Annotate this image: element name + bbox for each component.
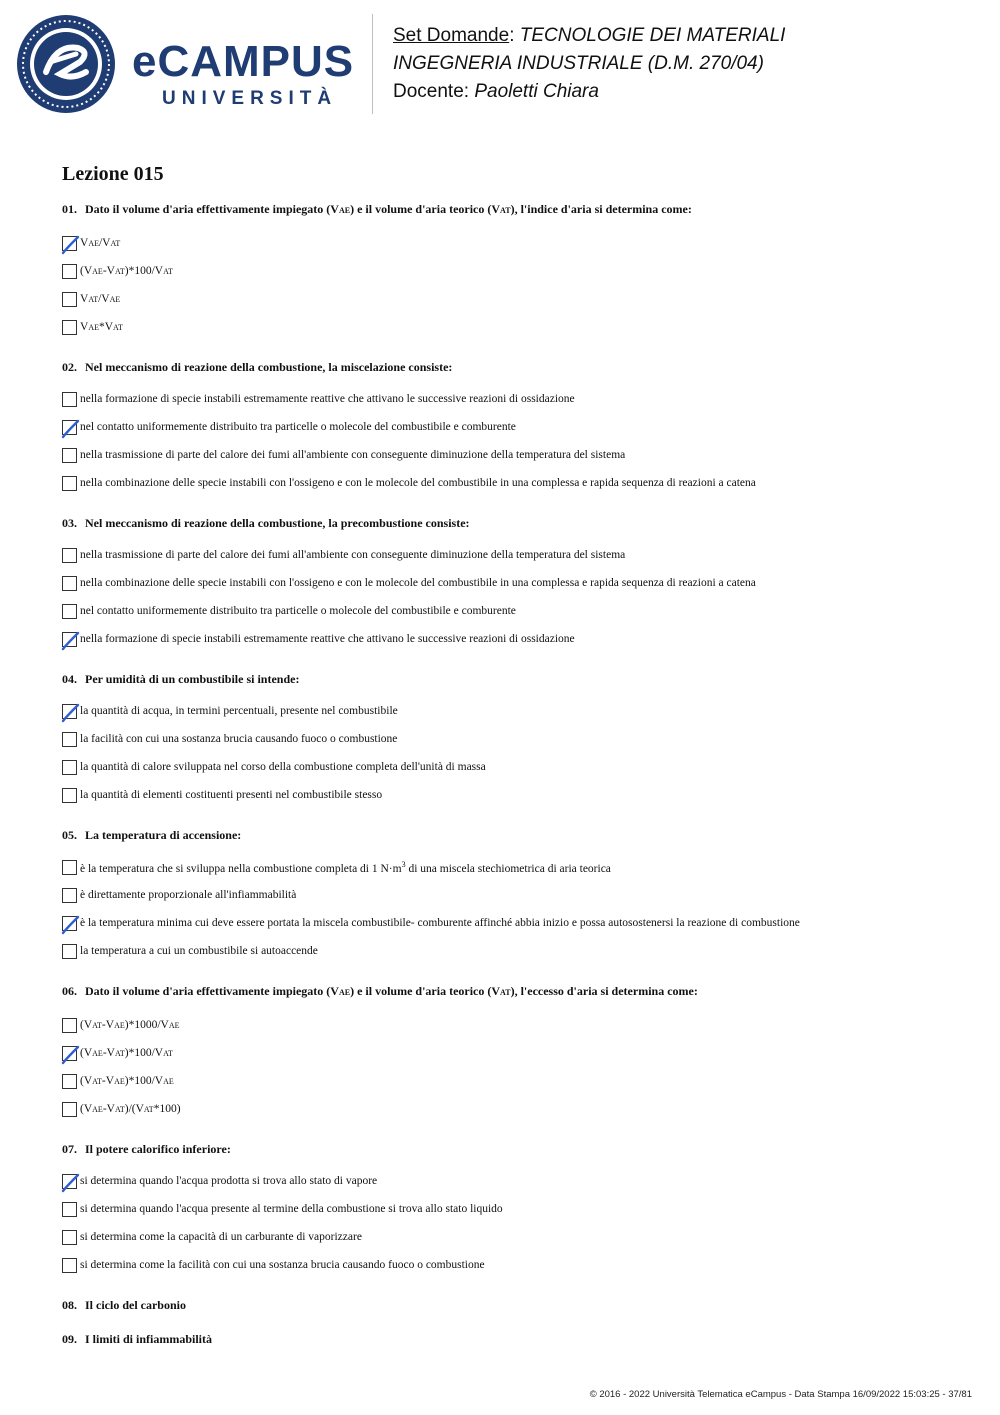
answer-text: VAT/VAE [80,293,121,305]
answer-text: nella trasmissione di parte del calore dei fumi all'ambiente con conseguente diminuzione della temperatura del sistema [80,549,626,561]
checkbox[interactable] [62,548,77,563]
question-number: 02. [62,360,77,374]
answer-text: la quantità di acqua, in termini percentuali, presente nel combustibile [80,705,398,717]
question-04 [62,671,962,809]
question-set [62,160,962,1365]
answer-text: la temperatura a cui un combustibile si autoaccende [80,945,318,957]
answer-option[interactable] [62,1095,962,1123]
checkbox[interactable] [62,264,77,279]
answer-text: è la temperatura che si sviluppa nella combustione completa di 1 $N\cdot m^3$ di una miscela stechiometrica di aria teorica [80,859,611,875]
checkbox[interactable] [62,1102,77,1117]
answer-text: VAE/VAT [80,237,121,249]
checkbox[interactable] [62,1202,77,1217]
answer-option[interactable] [62,625,962,653]
question-number: 07. [62,1142,77,1156]
question-body: Nel meccanismo di reazione della combustione, la miscelazione consiste: [85,360,453,374]
answer-text: nella trasmissione di parte del calore dei fumi all'ambiente con conseguente diminuzione della temperatura del sistema [80,449,626,461]
answer-text: nella formazione di specie instabili estremamente reattive che attivano le successive reazioni di ossidazione [80,633,575,645]
answer-option[interactable] [62,441,962,469]
answer-option[interactable] [62,725,962,753]
answer-text: nel contatto uniformemente distribuito tra particelle o molecole del combustibile e comburente [80,421,516,433]
checkbox[interactable] [62,860,77,875]
checkmark-icon [61,1044,80,1065]
question-07 [62,1141,962,1279]
checkmark-icon [61,914,80,935]
answer-option[interactable] [62,385,962,413]
answer-option[interactable] [62,257,962,285]
checkbox[interactable] [62,576,77,591]
checkbox[interactable] [62,1258,77,1273]
question-text [62,515,962,531]
checked-checkbox[interactable] [62,704,77,719]
answer-option[interactable] [62,697,962,725]
answer-text: (VAT-VAE)*100/VAE [80,1075,174,1087]
question-text [62,983,962,1001]
answer-option[interactable] [62,1167,962,1195]
question-number: 03. [62,516,77,530]
question-number: 09. [62,1332,77,1346]
answer-option[interactable] [62,909,962,937]
checkbox[interactable] [62,760,77,775]
question-text [62,671,962,687]
answer-option[interactable] [62,937,962,965]
answer-option[interactable] [62,469,962,497]
answer-option[interactable] [62,1195,962,1223]
document-header [393,22,785,106]
brand-sub-text: UNIVERSITÀ [162,88,338,109]
checked-checkbox[interactable] [62,420,77,435]
answer-option[interactable] [62,569,962,597]
question-body: Per umidità di un combustibile si intende: [85,672,300,686]
answer-option[interactable] [62,229,962,257]
question-number: 06. [62,984,77,998]
checked-checkbox[interactable] [62,1046,77,1061]
question-body: I limiti di infiammabilità [85,1332,213,1346]
answer-option[interactable] [62,597,962,625]
answer-option[interactable] [62,1011,962,1039]
question-text [62,201,962,219]
question-02 [62,359,962,497]
answer-text: nella formazione di specie instabili estremamente reattive che attivano le successive reazioni di ossidazione [80,393,575,405]
checkbox[interactable] [62,392,77,407]
answer-option[interactable] [62,413,962,441]
question-05 [62,827,962,965]
header-divider [372,14,373,114]
question-number: 08. [62,1298,77,1312]
checkbox[interactable] [62,788,77,803]
answer-option[interactable] [62,881,962,909]
question-text [62,1297,962,1313]
checkbox[interactable] [62,1230,77,1245]
question-03 [62,515,962,653]
answer-text: VAE*VAT [80,321,123,333]
checkmark-icon [61,1172,80,1193]
answer-text: si determina come la facilità con cui una sostanza brucia causando fuoco o combustione [80,1259,485,1271]
page-footer: © 2016 - 2022 Università Telematica eCampus - Data Stampa 16/09/2022 15:03:25 - 37/81 [589,1389,972,1400]
checkbox[interactable] [62,888,77,903]
question-body: Il potere calorifico inferiore: [85,1142,231,1156]
question-06 [62,983,962,1123]
question-body: Dato il volume d'aria effettivamente impiegato (VAE) e il volume d'aria teorico (VAT), l'indice d'aria si determina come: [85,202,692,216]
answer-text: è la temperatura minima cui deve essere portata la miscela combustibile- comburente affinché abbia inizio e possa autosostenersi la reazione di combustione [80,917,800,929]
checkbox[interactable] [62,604,77,619]
question-text [62,1141,962,1157]
question-text [62,359,962,375]
checkbox[interactable] [62,320,77,335]
question-number: 05. [62,828,77,842]
answer-option[interactable] [62,285,962,313]
checked-checkbox[interactable] [62,1174,77,1189]
answer-text: nella combinazione delle specie instabili con l'ossigeno e con le molecole del combustibile in una complessa e rapida sequenza di reazioni a catena [80,577,756,589]
answer-text: è direttamente proporzionale all'infiammabilità [80,889,297,901]
checkbox[interactable] [62,292,77,307]
question-body: Il ciclo del carbonio [85,1298,186,1312]
course-title-line1: TECNOLOGIE DEI MATERIALI [519,25,786,46]
question-number: 01. [62,202,77,216]
question-body: Dato il volume d'aria effettivamente impiegato (VAE) e il volume d'aria teorico (VAT), l'eccesso d'aria si determina come: [85,984,698,998]
answer-text: si determina come la capacità di un carburante di vaporizzare [80,1231,362,1243]
answer-text: (VAE-VAT)/(VAT*100) [80,1103,181,1115]
questions-list [62,201,962,1347]
checkbox[interactable] [62,732,77,747]
question-body: La temperatura di accensione: [85,828,242,842]
answer-text: si determina quando l'acqua presente al termine della combustione si trova allo stato liquido [80,1203,503,1215]
checkmark-icon [61,702,80,723]
answer-option[interactable] [62,1067,962,1095]
docente-name: Paoletti Chiara [474,81,599,102]
checkbox[interactable] [62,1074,77,1089]
answer-option[interactable] [62,853,962,881]
docente-label: Docente: [393,81,470,102]
checked-checkbox[interactable] [62,236,77,251]
answer-text: (VAT-VAE)*1000/VAE [80,1019,180,1031]
question-text [62,1331,962,1347]
checkmark-icon [61,234,80,255]
checked-checkbox[interactable] [62,632,77,647]
answer-text: nella combinazione delle specie instabili con l'ossigeno e con le molecole del combustibile in una complessa e rapida sequenza di reazioni a catena [80,477,756,489]
university-seal-icon [16,14,116,114]
answer-text: nel contatto uniformemente distribuito tra particelle o molecole del combustibile e comburente [80,605,516,617]
question-body: Nel meccanismo di reazione della combustione, la precombustione consiste: [85,516,470,530]
brand-main-text: eCAMPUS [132,37,355,86]
answer-text: la quantità di calore sviluppata nel corso della combustione completa dell'unità di massa [80,761,486,773]
answer-text: la facilità con cui una sostanza brucia causando fuoco o combustione [80,733,398,745]
checkbox[interactable] [62,1018,77,1033]
answer-text: (VAE-VAT)*100/VAT [80,1047,173,1059]
answer-option[interactable] [62,541,962,569]
set-label: Set Domande [393,25,510,46]
answer-option[interactable] [62,1251,962,1279]
checkmark-icon [61,630,80,651]
answer-option[interactable] [62,1039,962,1067]
answer-option[interactable] [62,781,962,809]
checkbox[interactable] [62,944,77,959]
checked-checkbox[interactable] [62,916,77,931]
answer-text: (VAE-VAT)*100/VAT [80,265,173,277]
brand-wordmark [132,37,355,110]
answer-text: la quantità di elementi costituenti presenti nel combustibile stesso [80,789,383,801]
answer-option[interactable] [62,753,962,781]
header-line-1: Set Domande: TECNOLOGIE DEI MATERIALI [393,25,786,46]
lesson-title: Lezione 015 [62,163,164,185]
header-line-3 [393,78,785,106]
checkbox[interactable] [62,476,77,491]
checkmark-icon [61,418,80,439]
question-08 [62,1297,962,1313]
answer-text: si determina quando l'acqua prodotta si trova allo stato di vapore [80,1175,378,1187]
question-text [62,827,962,843]
course-title-line2: INGEGNERIA INDUSTRIALE (D.M. 270/04) [393,53,764,74]
question-09 [62,1331,962,1347]
answer-option[interactable] [62,1223,962,1251]
checkbox[interactable] [62,448,77,463]
answer-option[interactable] [62,313,962,341]
question-01 [62,201,962,341]
question-number: 04. [62,672,77,686]
